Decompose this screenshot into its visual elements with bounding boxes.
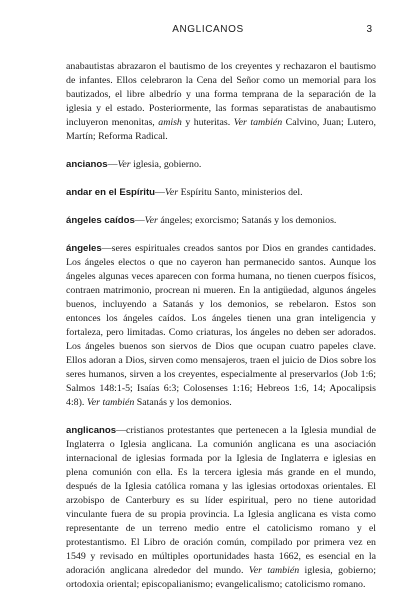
running-head: ANGLICANOS [172,24,244,35]
entry-definition-2: y huteritas. [181,117,234,128]
page-number: 3 [366,24,372,35]
entry-term: ancianos [66,159,108,170]
entry-definition: — [155,187,165,198]
cross-references: iglesia, gobierno. [130,159,202,170]
entry-andar-en-el-espiritu [66,186,376,200]
cross-references: Calvino, Juan; Lutero, Martín; Reforma Radical. [66,117,376,142]
see-also-label: Ver también [248,565,300,576]
cross-references: iglesia, gobierno; ortodoxia oriental; episcopalianismo; evangelicalismo; catolicismo romano. [66,565,376,590]
dictionary-body [66,60,376,606]
entry-ancianos [66,158,376,172]
see-label: Ver [144,215,158,226]
see-also-label: Ver también [86,397,135,408]
entry-term: ángeles caídos [66,215,135,226]
entry-term: anglicanos [66,425,117,436]
entry-anabautistas-continued [66,60,376,144]
page-header [0,24,416,40]
entry-angeles-caidos [66,214,376,228]
italic-word: amish [158,117,182,128]
entry-angeles [66,242,376,410]
cross-references: ángeles; exorcismo; Satanás y los demonios. [157,215,337,226]
entry-term: ángeles [66,243,102,254]
see-also-label: Ver también [233,117,283,128]
entry-anglicanos [66,424,376,592]
entry-definition: — [134,215,145,226]
entry-definition: anabautistas abrazaron el bautismo de los creyentes y rechazaron el bautismo de infantes. Ellos celebraron la Cena del Señor como un memorial para los bautizados, el libre albedrío y una forma temprana de la separación de la iglesia y el estado. Posteriormente, las formas separatistas de anabautismo incluyeron menonitas, [66,61,376,128]
see-label: Ver [117,159,131,170]
entry-definition: —cristianos protestantes que pertenecen a la Iglesia mundial de Inglaterra o Iglesia anglicana. La comunión anglicana es una asociación internacional de iglesias formada por la Iglesia de Inglaterra e iglesias en plena comunión con ella. Es la tercera iglesia más grande en el mundo, después de la Iglesia católica romana y las iglesias ortodoxas orientales. El arzobispo de Canterbury es su líder espiritual, pero no tiene autoridad vinculante fuera de su propia provincia. La Iglesia anglicana es vista como representante de un terreno medio entre el catolicismo romano y el protestantismo. El Libro de oración común, compilado por primera vez en 1549 y revisado en múltiples oportunidades hasta 1662, es esencial en la adoración anglicana alrededor del mundo. [66,425,376,576]
entry-term: andar en el Espíritu [66,187,156,198]
entry-definition: —seres espirituales creados santos por Dios en grandes cantidades. Los ángeles electos o que no cayeron han permanecido santos. Aunque los ángeles algunas veces aparecen con forma humana, no tienen cuerpos físicos, contraen matrimonio, procrean ni mueren. En la antigüedad, algunos ángeles buenos, incluyendo a Satanás y los demonios, se rebelaron. Estos son entonces los ángeles caídos. Los ángeles tienen una gran inteligencia y fortaleza, pero limitadas. Como criaturas, los ángeles no deben ser adorados. Los ángeles buenos son siervos de Dios que ocupan cuatro papeles clave. Ellos adoran a Dios, sirven como mensajeros, traen el juicio de Dios sobre los seres humanos, sirven a los creyentes, especialmente al preservarlos (Job 1:6; Salmos 148:1-5; Isaías 6:3; Colosenses 1:16; Hebreos 1:6, 14; Apocalipsis 4:8). [66,243,376,408]
see-label: Ver [164,187,179,198]
cross-references: Espíritu Santo, ministerios del. [178,187,303,198]
cross-references: Satanás y los demonios. [134,397,232,408]
entry-definition: — [107,159,118,170]
